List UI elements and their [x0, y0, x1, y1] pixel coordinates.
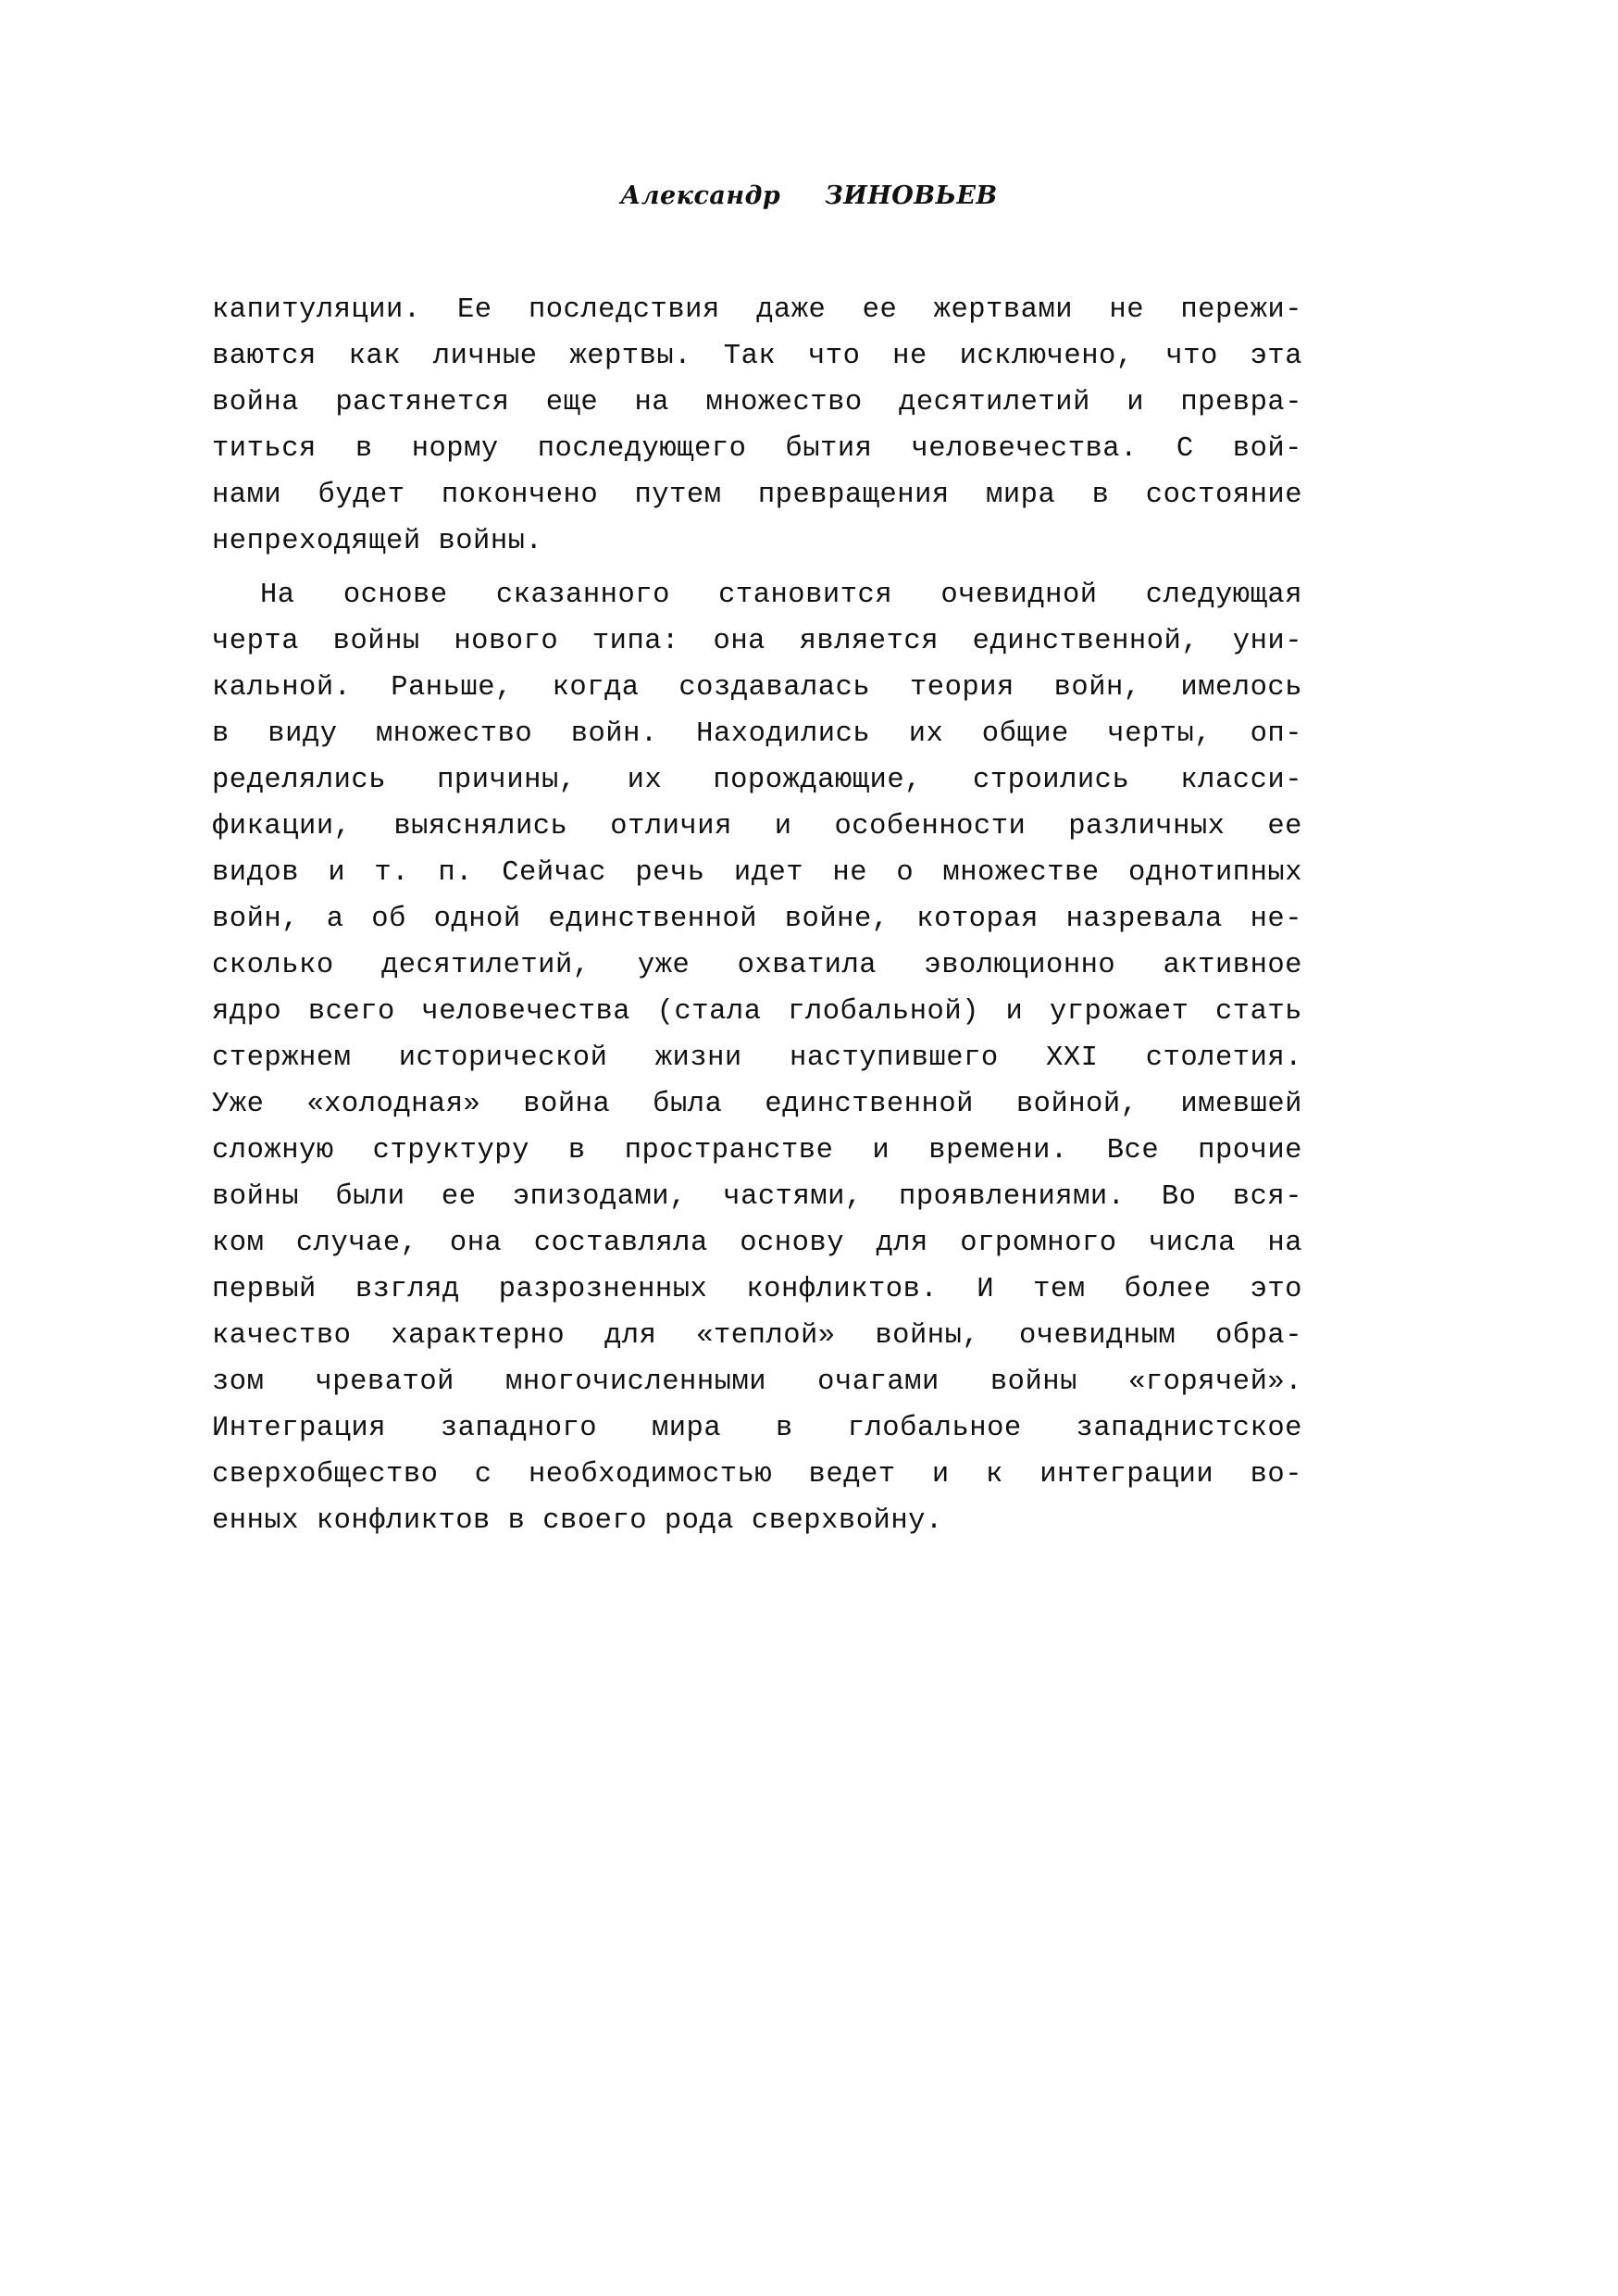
text-line: ределялись причины, их порождающие, строились класси- [212, 765, 1302, 796]
text-line: войн, а об одной единственной войне, которая назревала не- [212, 904, 1302, 935]
author-first-name: Александр [620, 181, 781, 210]
text-line: стержнем исторической жизни наступившего XXI столетия. [212, 1042, 1302, 1074]
text-line: зом чреватой многочисленными очагами войны «горячей». [212, 1366, 1302, 1398]
text-line: войны были ее эпизодами, частями, проявлениями. Во вся- [212, 1181, 1302, 1213]
paragraph-gap [212, 565, 1302, 572]
text-line: Уже «холодная» война была единственной войной, имевшей [212, 1089, 1302, 1120]
text-line: нами будет покончено путем превращения мира в состояние [212, 480, 1302, 511]
text-line: титься в норму последующего бытия человечества. С вой- [212, 433, 1302, 465]
text-line: ком случае, она составляла основу для огромного числа на [212, 1228, 1302, 1259]
text-line: видов и т. п. Сейчас речь идет не о множестве однотипных [212, 857, 1302, 889]
text-line: качество характерно для «теплой» войны, очевидным обра- [212, 1320, 1302, 1352]
text-line: черта войны нового типа: она является единственной, уни- [212, 626, 1302, 657]
running-head [0, 181, 1618, 210]
text-line: непреходящей войны. [212, 526, 543, 557]
text-line: в виду множество войн. Находились их общие черты, оп- [212, 718, 1302, 750]
paragraph-2 [212, 572, 1302, 1544]
text-line: война растянется еще на множество десятилетий и превра- [212, 387, 1302, 418]
text-line: первый взгляд разрозненных конфликтов. И тем более это [212, 1274, 1302, 1305]
text-line: капитуляции. Ее последствия даже ее жертвами не пережи- [212, 294, 1302, 326]
paragraph-1 [212, 287, 1302, 565]
body-text [212, 287, 1302, 1544]
text-line: Интеграция западного мира в глобальное западнистское [212, 1413, 1302, 1444]
text-line: На основе сказанного становится очевидной следующая [260, 580, 1302, 611]
author-last-name: ЗИНОВЬЕВ [825, 181, 998, 210]
text-line: сколько десятилетий, уже охватила эволюционно активное [212, 950, 1302, 981]
text-line: енных конфликтов в своего рода сверхвойну. [212, 1505, 943, 1537]
text-line: сверхобщество с необходимостью ведет и к интеграции во- [212, 1459, 1302, 1491]
text-line: сложную структуру в пространстве и времени. Все прочие [212, 1135, 1302, 1167]
text-line: ядро всего человечества (стала глобальной) и угрожает стать [212, 996, 1302, 1028]
text-line: фикации, выяснялись отличия и особенности различных ее [212, 811, 1302, 842]
text-line: ваются как личные жертвы. Так что не исключено, что эта [212, 341, 1302, 372]
text-line: кальной. Раньше, когда создавалась теория войн, имелось [212, 672, 1302, 704]
